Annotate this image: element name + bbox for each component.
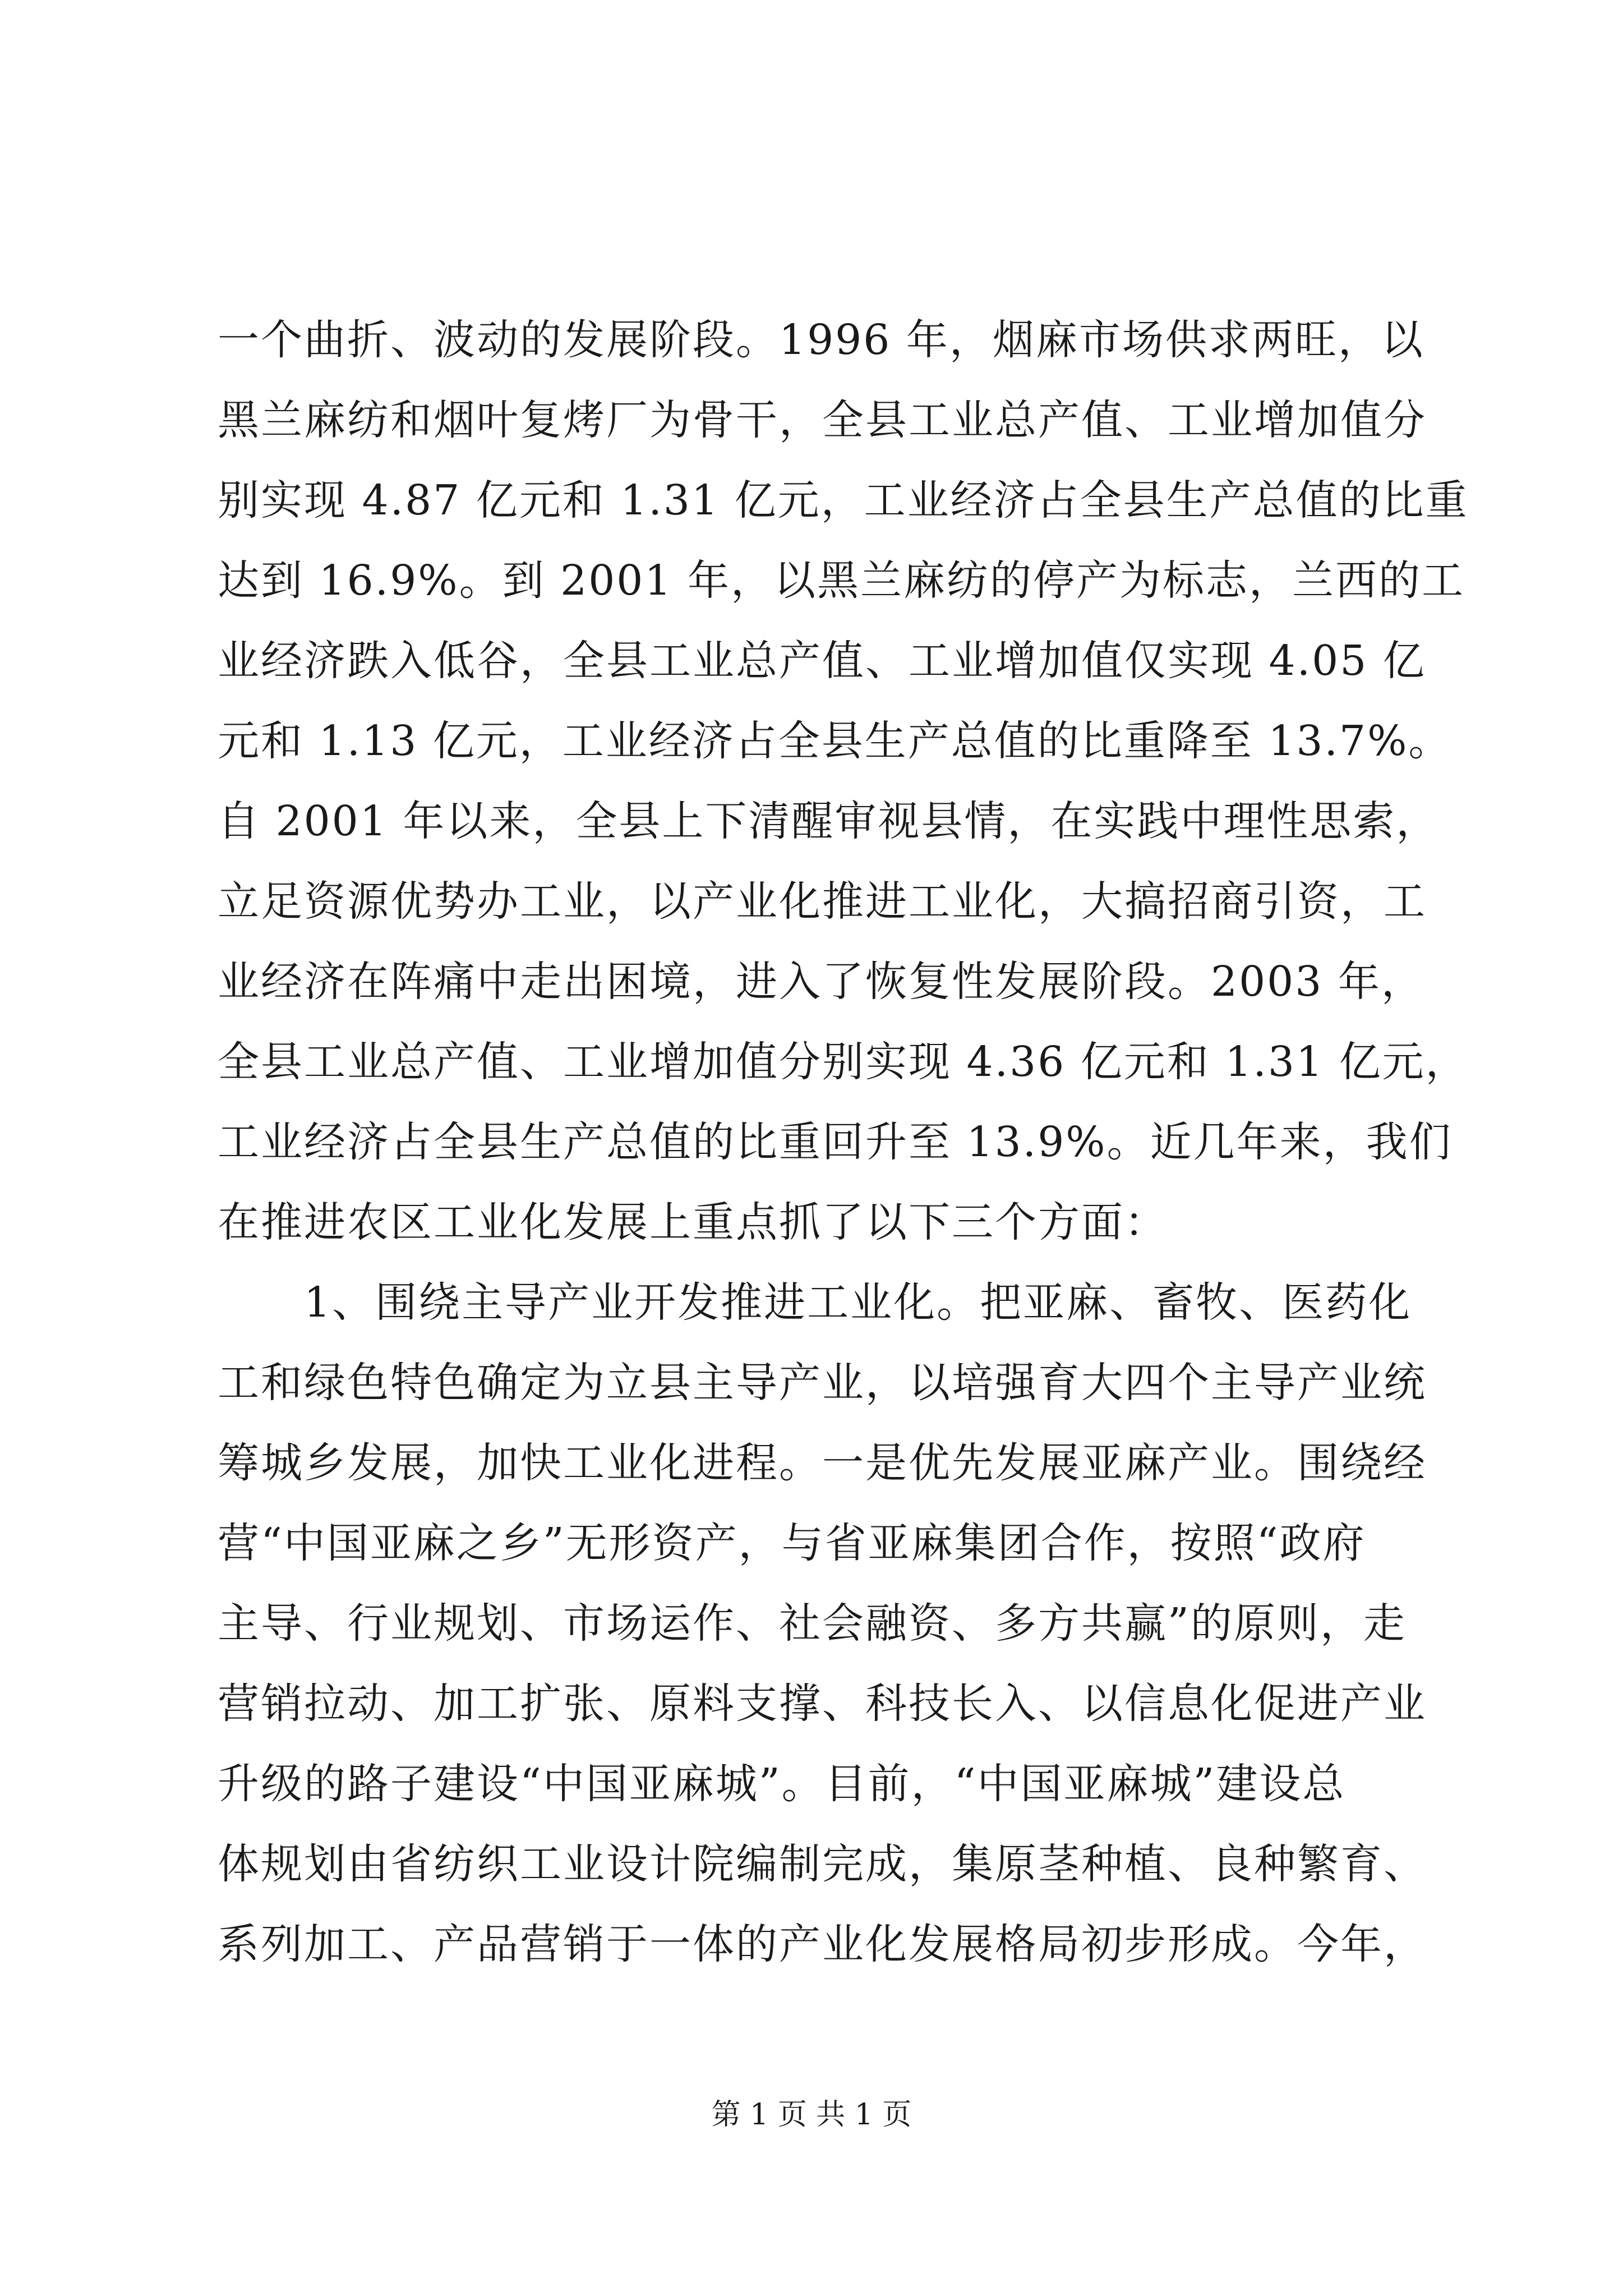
text-line: 立足资源优势办工业，以产业化推进工业化，大搞招商引资，工 bbox=[218, 877, 1427, 926]
body-text bbox=[218, 300, 1469, 1985]
text-line: 达到 16.9%。到 2001 年，以黑兰麻纺的停产为标志，兰西的工 bbox=[218, 556, 1465, 605]
page-footer bbox=[0, 2095, 1623, 2134]
text-line: 黑兰麻纺和烟叶复烤厂为骨干，全县工业总产值、工业增加值分 bbox=[218, 396, 1427, 444]
text-line: 系列加工、产品营销于一体的产业化发展格局初步形成。今年， bbox=[218, 1920, 1427, 1968]
text-line: 在推进农区工业化发展上重点抓了以下三个方面： bbox=[218, 1198, 1168, 1246]
text-line: 体规划由省纺织工业设计院编制完成，集原茎种植、良种繁育、 bbox=[218, 1840, 1427, 1888]
text-line: 业经济跌入低谷，全县工业总产值、工业增加值仅实现 4.05 亿 bbox=[218, 637, 1426, 685]
text-line: 业经济在阵痛中走出困境，进入了恢复性发展阶段。2003 年， bbox=[218, 958, 1424, 1006]
text-line: 元和 1.13 亿元，工业经济占全县生产总值的比重降至 13.7%。 bbox=[218, 717, 1452, 765]
text-line: 自 2001 年以来，全县上下清醒审视县情，在实践中理性思索， bbox=[218, 797, 1440, 845]
text-line: 升级的路子建设“中国亚麻城”。目前，“中国亚麻城”建设总 bbox=[218, 1760, 1346, 1808]
text-line: 工业经济占全县生产总值的比重回升至 13.9%。近几年来，我们 bbox=[218, 1118, 1453, 1166]
text-line: 工和绿色特色确定为立县主导产业，以培强育大四个主导产业统 bbox=[218, 1359, 1427, 1407]
text-line: 一个曲折、波动的发展阶段。1996 年，烟麻市场供求两旺，以 bbox=[218, 316, 1424, 364]
text-line: 筹城乡发展，加快工业化进程。一是优先发展亚麻产业。围绕经 bbox=[218, 1439, 1427, 1487]
text-line: 营“中国亚麻之乡”无形资产，与省亚麻集团合作，按照“政府 bbox=[218, 1519, 1366, 1567]
text-line: 全县工业总产值、工业增加值分别实现 4.36 亿元和 1.31 亿元， bbox=[218, 1038, 1469, 1086]
text-line: 别实现 4.87 亿元和 1.31 亿元，工业经济占全县生产总值的比重 bbox=[218, 476, 1469, 524]
text-line: 1、围绕主导产业开发推进工业化。把亚麻、畜牧、医药化 bbox=[218, 1278, 1412, 1327]
page-number-label: 第 1 页 共 1 页 bbox=[711, 2098, 912, 2132]
text-line: 主导、行业规划、市场运作、社会融资、多方共赢”的原则，走 bbox=[218, 1599, 1407, 1648]
text-line: 营销拉动、加工扩张、原料支撑、科技长入、以信息化促进产业 bbox=[218, 1680, 1427, 1728]
